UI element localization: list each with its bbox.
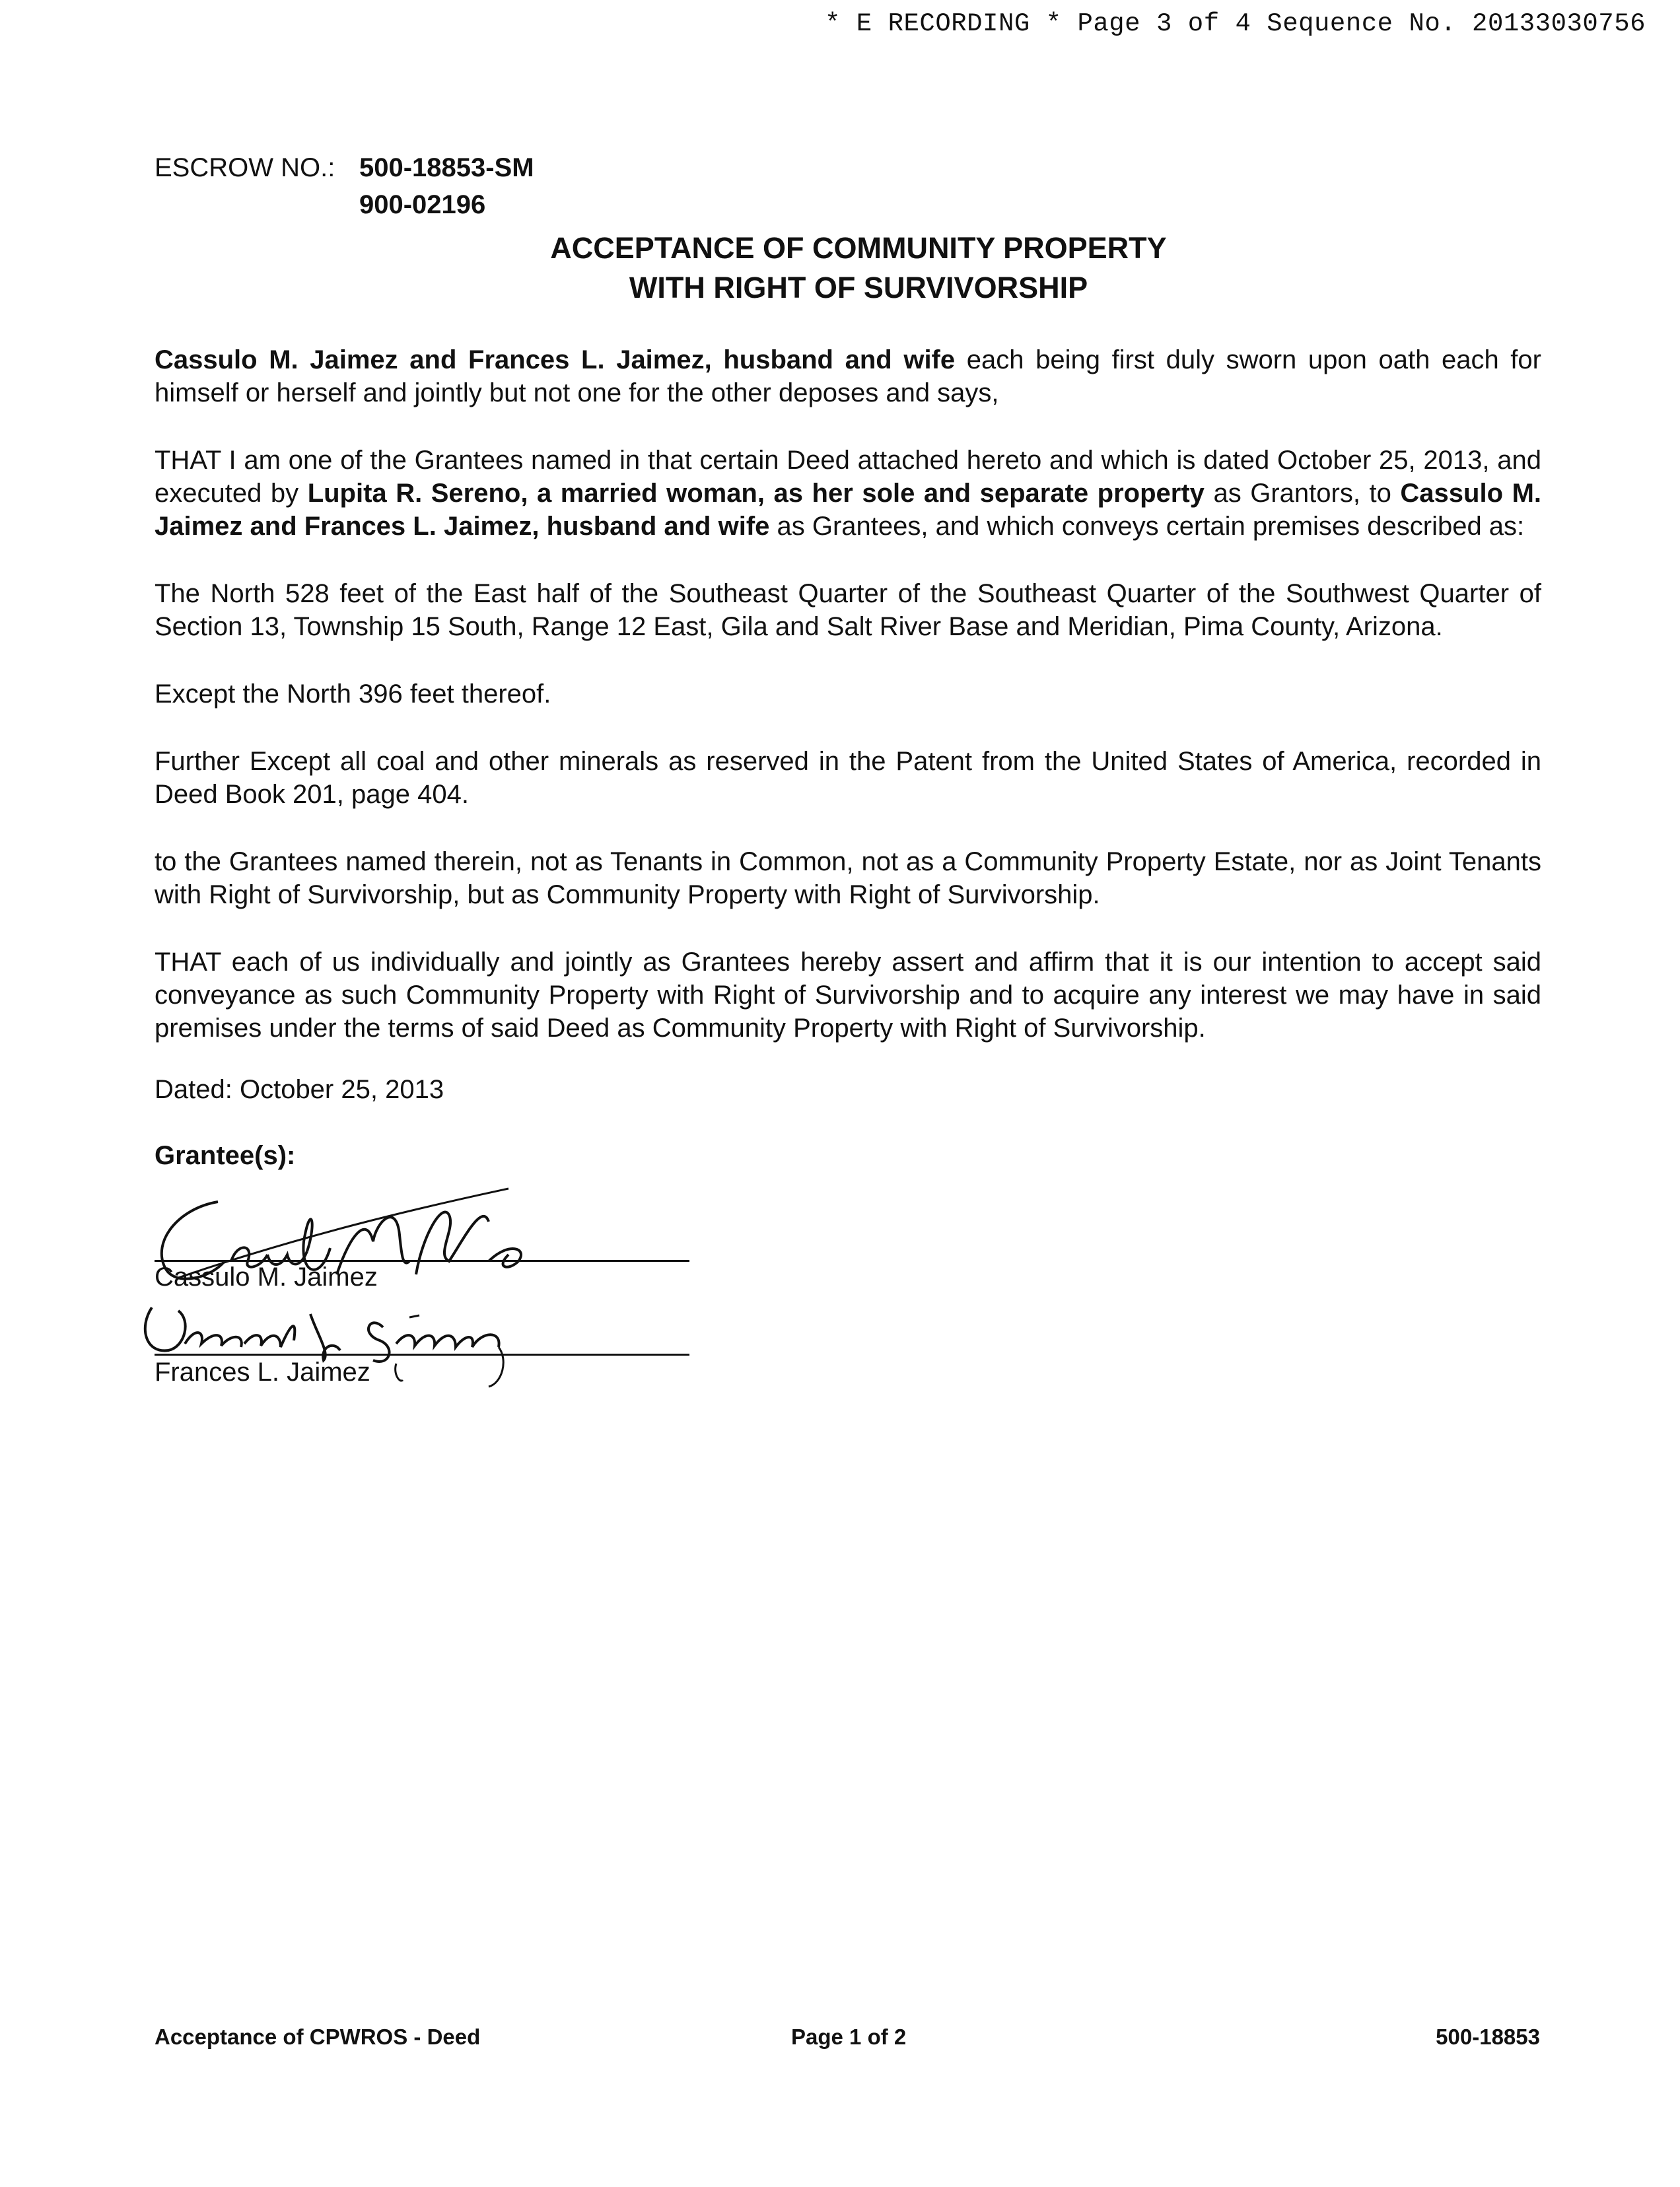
- escrow-number-1: 500-18853-SM: [359, 153, 534, 182]
- deed-text-a: THAT I am one of the Grantees named in that certain Deed attached hereto and which is dated October 25, 2013, and executed by: [155, 446, 1541, 508]
- legal-description: The North 528 feet of the East half of the Southeast Quarter of the Southeast Quarter of the Southwest Quarter of Section 13, Township 15 South, Range 12 East, Gila and Salt River Base and Meridian, Pima County, Arizona.: [155, 579, 1541, 641]
- deed-text-b: as Grantors, to: [1204, 479, 1401, 508]
- grantees-names: Cassulo M. Jaimez and Frances L. Jaimez, husband and wife: [155, 345, 956, 374]
- escrow-row-1: [155, 149, 534, 186]
- escrow-label: ESCROW NO.:: [155, 153, 335, 182]
- document-title: [0, 228, 1680, 308]
- deed-paragraph: [155, 444, 1541, 543]
- signer-2-name: Frances L. Jaimez: [155, 1358, 370, 1387]
- recording-header: * E RECORDING * Page 3 of 4 Sequence No. 20133030756: [825, 9, 1646, 38]
- exception-1: Except the North 396 feet thereof.: [155, 679, 551, 709]
- footer-left: Acceptance of CPWROS - Deed: [155, 2025, 481, 2049]
- dated-line: Dated: October 25, 2013: [155, 1075, 444, 1104]
- assertion-paragraph: THAT each of us individually and jointly as Grantees hereby assert and affirm that it is our intention to accept said conveyance as such Community Property with Right of Survivorship and to acquire any interest we may have in said premises under the terms of said Deed as Community Property with Right of Survivorship.: [155, 948, 1541, 1043]
- signature-line-1: [155, 1260, 689, 1262]
- exception-2: Further Except all coal and other minerals as reserved in the Patent from the United States of America, recorded in Deed Book 201, page 404.: [155, 747, 1541, 809]
- signature-line-2: [155, 1354, 689, 1356]
- oath-text: each being first duly sworn upon oath each for himself or herself and jointly but not one for the other deposes and says,: [155, 345, 1541, 407]
- escrow-row-2: [155, 186, 534, 223]
- escrow-block: [155, 149, 534, 223]
- deed-text-c: as Grantees, and which conveys certain premises described as:: [769, 512, 1525, 541]
- grantees-paragraph: to the Grantees named therein, not as Tenants in Common, not as a Community Property Estate, nor as Joint Tenants with Right of Survivorship, but as Community Property with Right of Survivorship.: [155, 847, 1541, 909]
- grantor-names: Lupita R. Sereno, a married woman, as her sole and separate property: [307, 479, 1205, 508]
- title-line-1: ACCEPTANCE OF COMMUNITY PROPERTY: [550, 231, 1167, 265]
- footer-center: Page 1 of 2: [791, 2025, 907, 2049]
- grantees-names-2: Cassulo M. Jaimez and Frances L. Jaimez, husband and wife: [155, 479, 1542, 541]
- signer-1-name: Cassulo M. Jaimez: [155, 1263, 378, 1292]
- footer-right: 500-18853: [1436, 2025, 1540, 2049]
- escrow-number-2: 900-02196: [359, 190, 486, 219]
- oath-paragraph: [155, 343, 1541, 409]
- title-line-2: WITH RIGHT OF SURVIVORSHIP: [629, 271, 1088, 304]
- document-body: [155, 343, 1541, 1079]
- grantee-label: Grantee(s):: [155, 1141, 296, 1170]
